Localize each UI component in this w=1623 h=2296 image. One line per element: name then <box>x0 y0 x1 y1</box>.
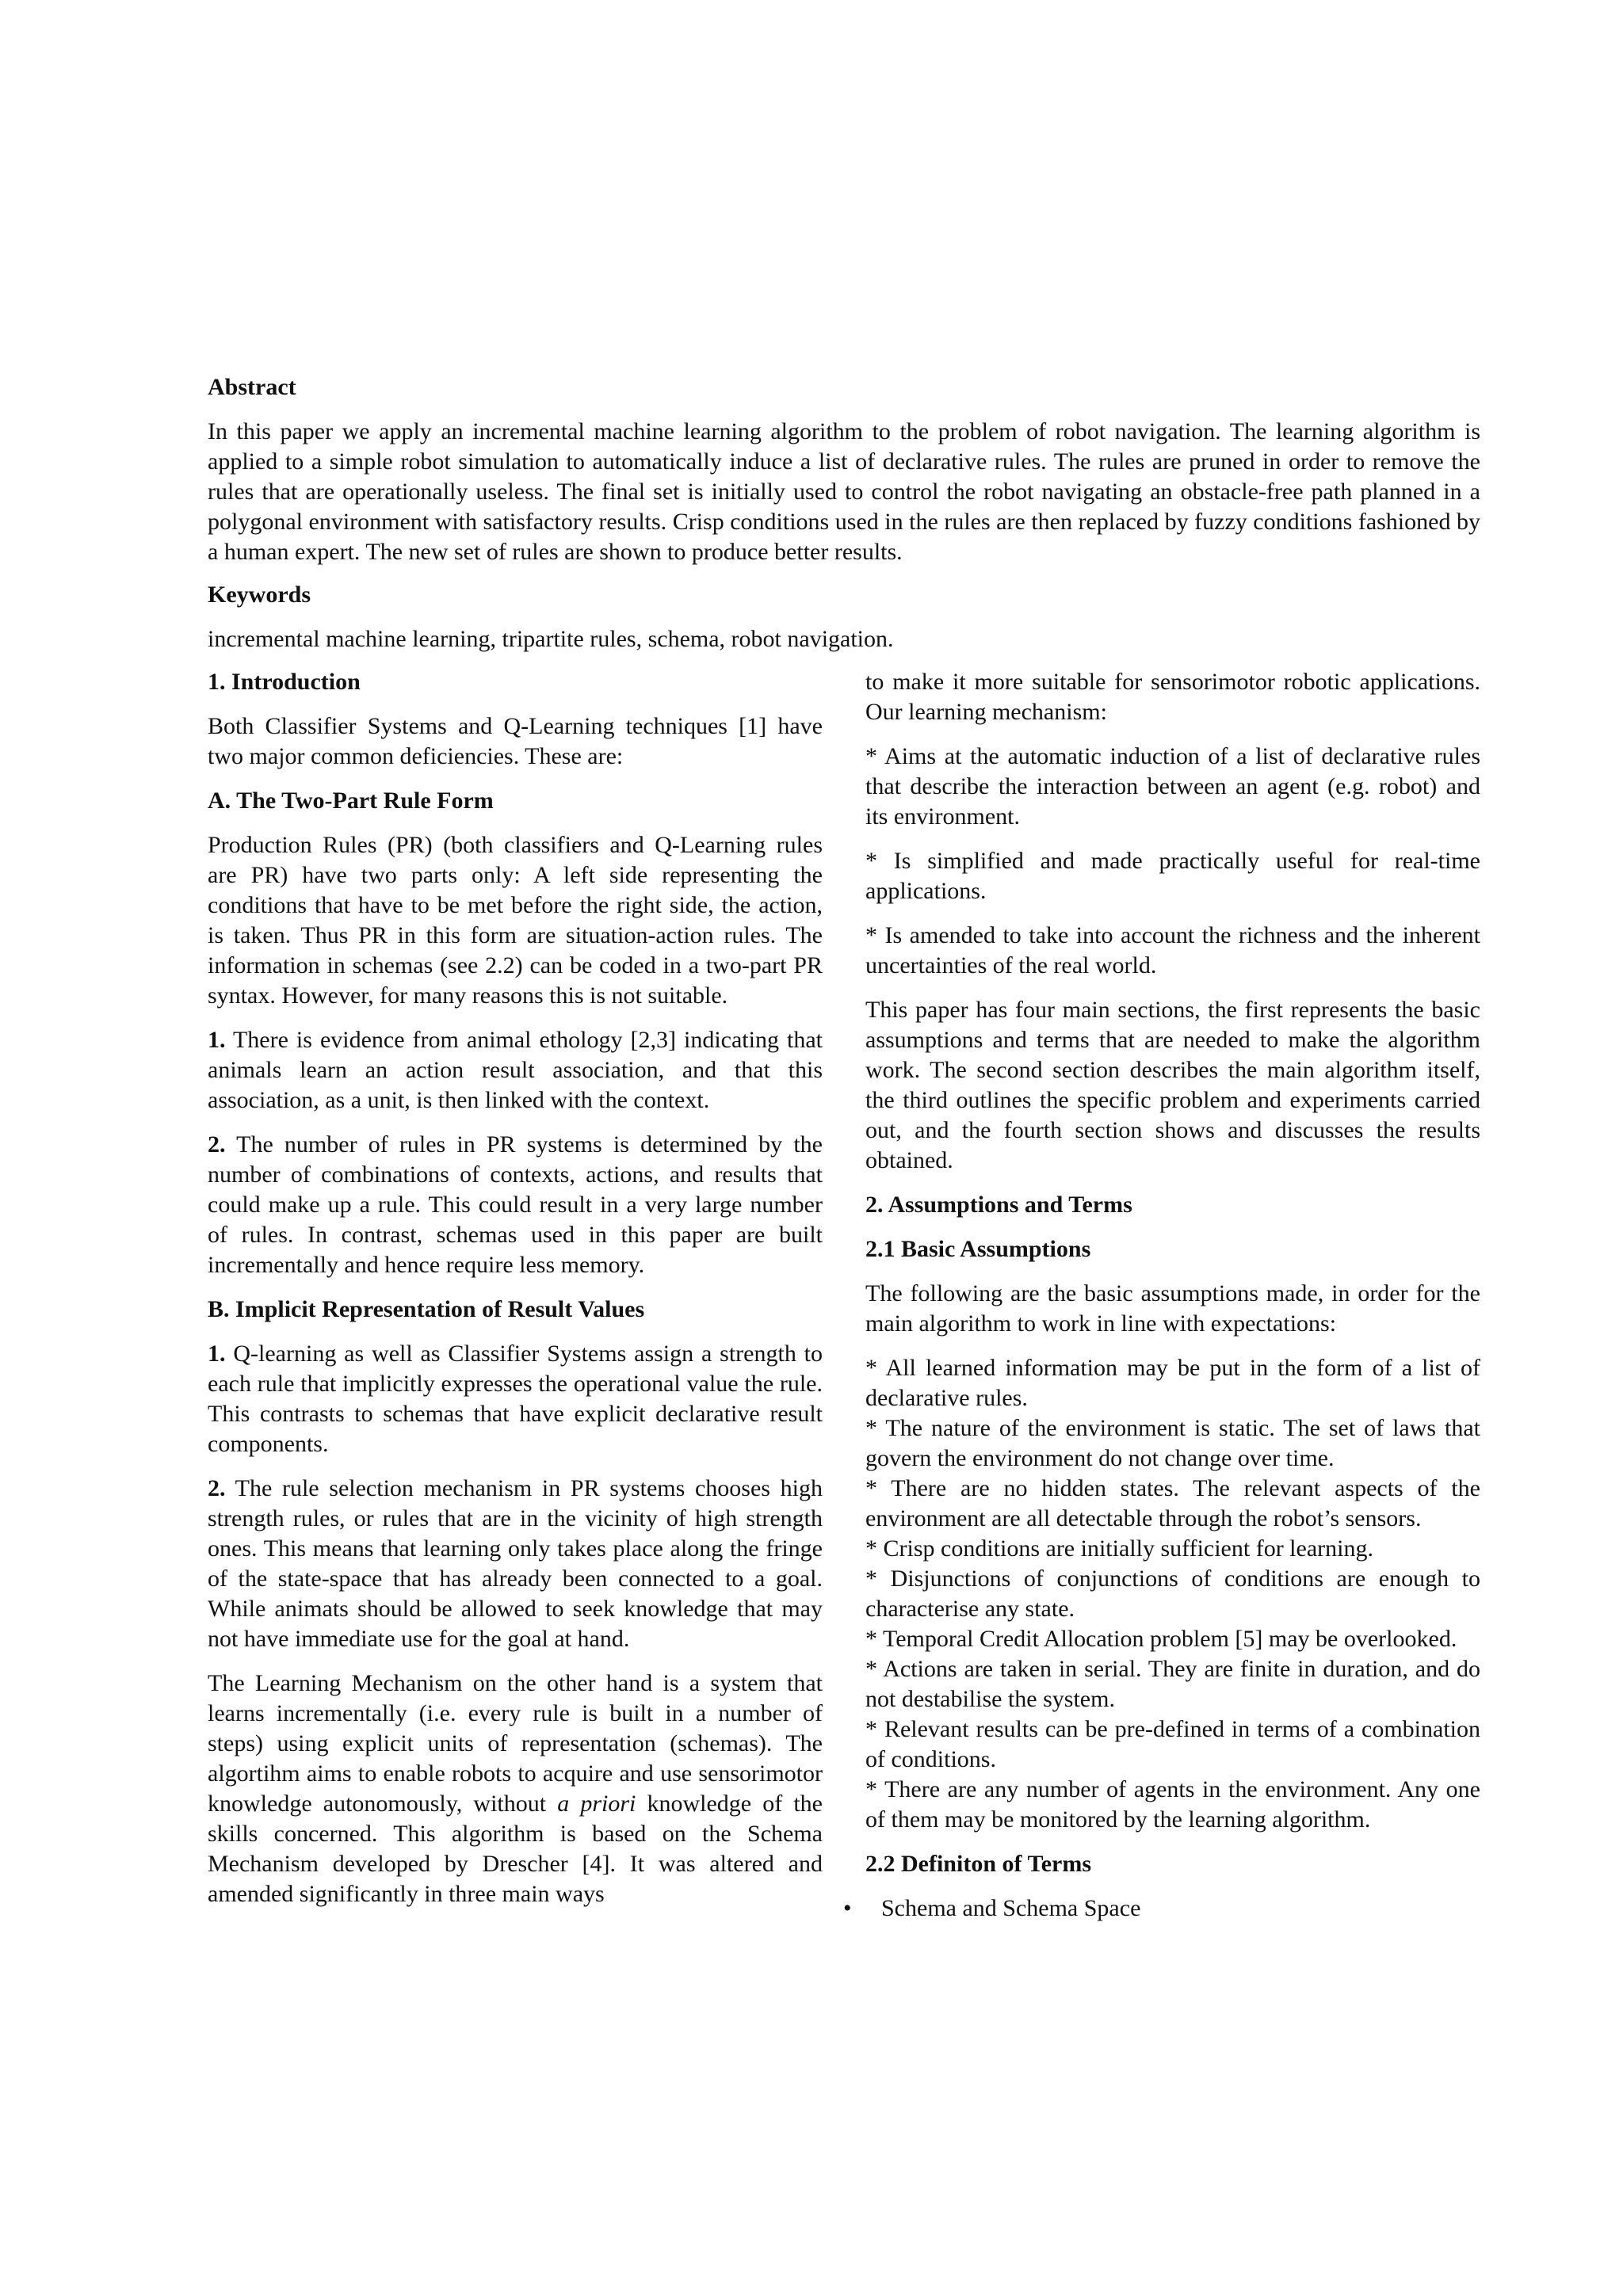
lm-text-part-1: The Learning Mechanism on the other hand is a system that learns incrementally (i.e. every rule is built in a number of steps) using explicit units of representation (schemas). The algortihm aims to enable robots to acquire and use sensorimotor knowledge autonomously, without <box>208 1670 823 1817</box>
section-2-heading: 2. Assumptions and Terms <box>865 1192 1132 1218</box>
section-b-item-1 <box>208 1339 823 1459</box>
assumption-item: * Crisp conditions are initially sufficient for learning. <box>865 1535 1373 1562</box>
section-a-paragraph: Production Rules (PR) (both classifiers and Q-Learning rules are PR) have two parts only: A left side representing the conditions that have to be met before the right side, the action, is taken. Thus PR in this form are situation-action rules. The information in schemas (see 2.2) can be coded in a two-part PR syntax. However, for many reasons this is not suitable. <box>208 832 823 1009</box>
abstract-heading: Abstract <box>208 374 296 400</box>
mechanism-item-2: * Is simplified and made practically useful for real-time applications. <box>865 848 1480 904</box>
terms-bullet-item <box>843 1894 1480 1924</box>
outline-paragraph: This paper has four main sections, the first represents the basic assumptions and terms that are needed to make the algorithm work. The second section describes the main algorithm itself, the third outlines the specific problem and experiments carried out, and the fourth section shows and discusses the results obtained. <box>865 997 1480 1173</box>
right-column <box>843 667 1480 1938</box>
bullet-icon: • <box>843 1895 852 1921</box>
assumptions-list <box>865 1353 1480 1835</box>
learning-mechanism-paragraph <box>208 1669 823 1909</box>
abstract-text: In this paper we apply an incremental machine learning algorithm to the problem of robot navigation. The learning algorithm is applied to a simple robot simulation to automatically induce a list of declarative rules. The rules are pruned in order to remove the rules that are operationally useless. The final set is initially used to control the robot navigating an obstacle-free path planned in a polygonal environment with satisfactory results. Crisp conditions used in the rules are then replaced by fuzzy conditions fashioned by a human expert. The new set of rules are shown to produce better results. <box>208 418 1480 565</box>
assumption-item: * Disjunctions of conjunctions of conditions are enough to characterise any state. <box>865 1566 1480 1622</box>
introduction-heading: 1. Introduction <box>208 669 361 695</box>
continued-paragraph: to make it more suitable for sensorimotor robotic applications. Our learning mechanism: <box>865 669 1480 725</box>
section-2-2-heading: 2.2 Definiton of Terms <box>865 1851 1091 1877</box>
mechanism-item-1: * Aims at the automatic induction of a list of declarative rules that describe the interaction between an agent (e.g. robot) and its environment. <box>865 743 1480 830</box>
item-text: The number of rules in PR systems is determined by the number of combinations of contexts, actions, and results that could make up a rule. This could result in a very large number of rules. In contrast, schemas used in this paper are built incrementally and hence require less memory. <box>208 1131 823 1278</box>
item-number: 2. <box>208 1131 226 1158</box>
section-a-heading: A. The Two-Part Rule Form <box>208 788 494 814</box>
item-text: There is evidence from animal ethology [2,3] indicating that animals learn an action result association, and that this association, as a unit, is then linked with the context. <box>208 1027 823 1113</box>
section-a-item-2 <box>208 1130 823 1280</box>
lm-text-part-2: knowledge of the skills concerned. This algorithm is based on the Schema Mechanism developed by Drescher [4]. It was altered and amended significantly in three main ways <box>208 1791 823 1907</box>
intro-paragraph: Both Classifier Systems and Q-Learning techniques [1] have two major common deficiencies. These are: <box>208 713 823 769</box>
keywords-text: incremental machine learning, tripartite rules, schema, robot navigation. <box>208 626 894 652</box>
assumption-item: * All learned information may be put in the form of a list of declarative rules. <box>865 1355 1480 1411</box>
assumption-item: * There are no hidden states. The relevant aspects of the environment are all detectable through the robot’s sensors. <box>865 1475 1480 1531</box>
keywords-heading: Keywords <box>208 582 311 608</box>
section-2-1-heading: 2.1 Basic Assumptions <box>865 1236 1091 1262</box>
assumption-item: * Temporal Credit Allocation problem [5] may be overlooked. <box>865 1626 1457 1652</box>
section-a-item-1 <box>208 1025 823 1116</box>
item-number: 1. <box>208 1027 226 1053</box>
bullet-text: Schema and Schema Space <box>881 1895 1141 1921</box>
section-b-heading: B. Implicit Representation of Result Values <box>208 1296 645 1322</box>
item-text: The rule selection mechanism in PR systems chooses high strength rules, or rules that are in the vicinity of high strength ones. This means that learning only takes place along the fringe of the state-space that has already been connected to a goal. While animats should be allowed to seek knowledge that may not have immediate use for the goal at hand. <box>208 1475 823 1652</box>
two-column-body <box>208 667 1480 1938</box>
section-b-item-2 <box>208 1474 823 1654</box>
assumption-item: * The nature of the environment is static. The set of laws that govern the environment do not change over time. <box>865 1415 1480 1471</box>
left-column <box>208 667 823 1909</box>
item-text: Q-learning as well as Classifier Systems assign a strength to each rule that implicitly expresses the operational value the rule. This contrasts to schemas that have explicit declarative result components. <box>208 1341 823 1457</box>
mechanism-item-3: * Is amended to take into account the richness and the inherent uncertainties of the real world. <box>865 922 1480 978</box>
paper-page <box>208 372 1480 1938</box>
item-number: 1. <box>208 1341 226 1367</box>
assumption-item: * There are any number of agents in the environment. Any one of them may be monitored by the learning algorithm. <box>865 1776 1480 1833</box>
lm-italic-a-priori: a priori <box>557 1791 636 1817</box>
assumption-item: * Relevant results can be pre-defined in terms of a combination of conditions. <box>865 1716 1480 1772</box>
section-2-1-paragraph: The following are the basic assumptions made, in order for the main algorithm to work in line with expectations: <box>865 1280 1480 1337</box>
assumption-item: * Actions are taken in serial. They are finite in duration, and do not destabilise the system. <box>865 1656 1480 1712</box>
item-number: 2. <box>208 1475 226 1501</box>
